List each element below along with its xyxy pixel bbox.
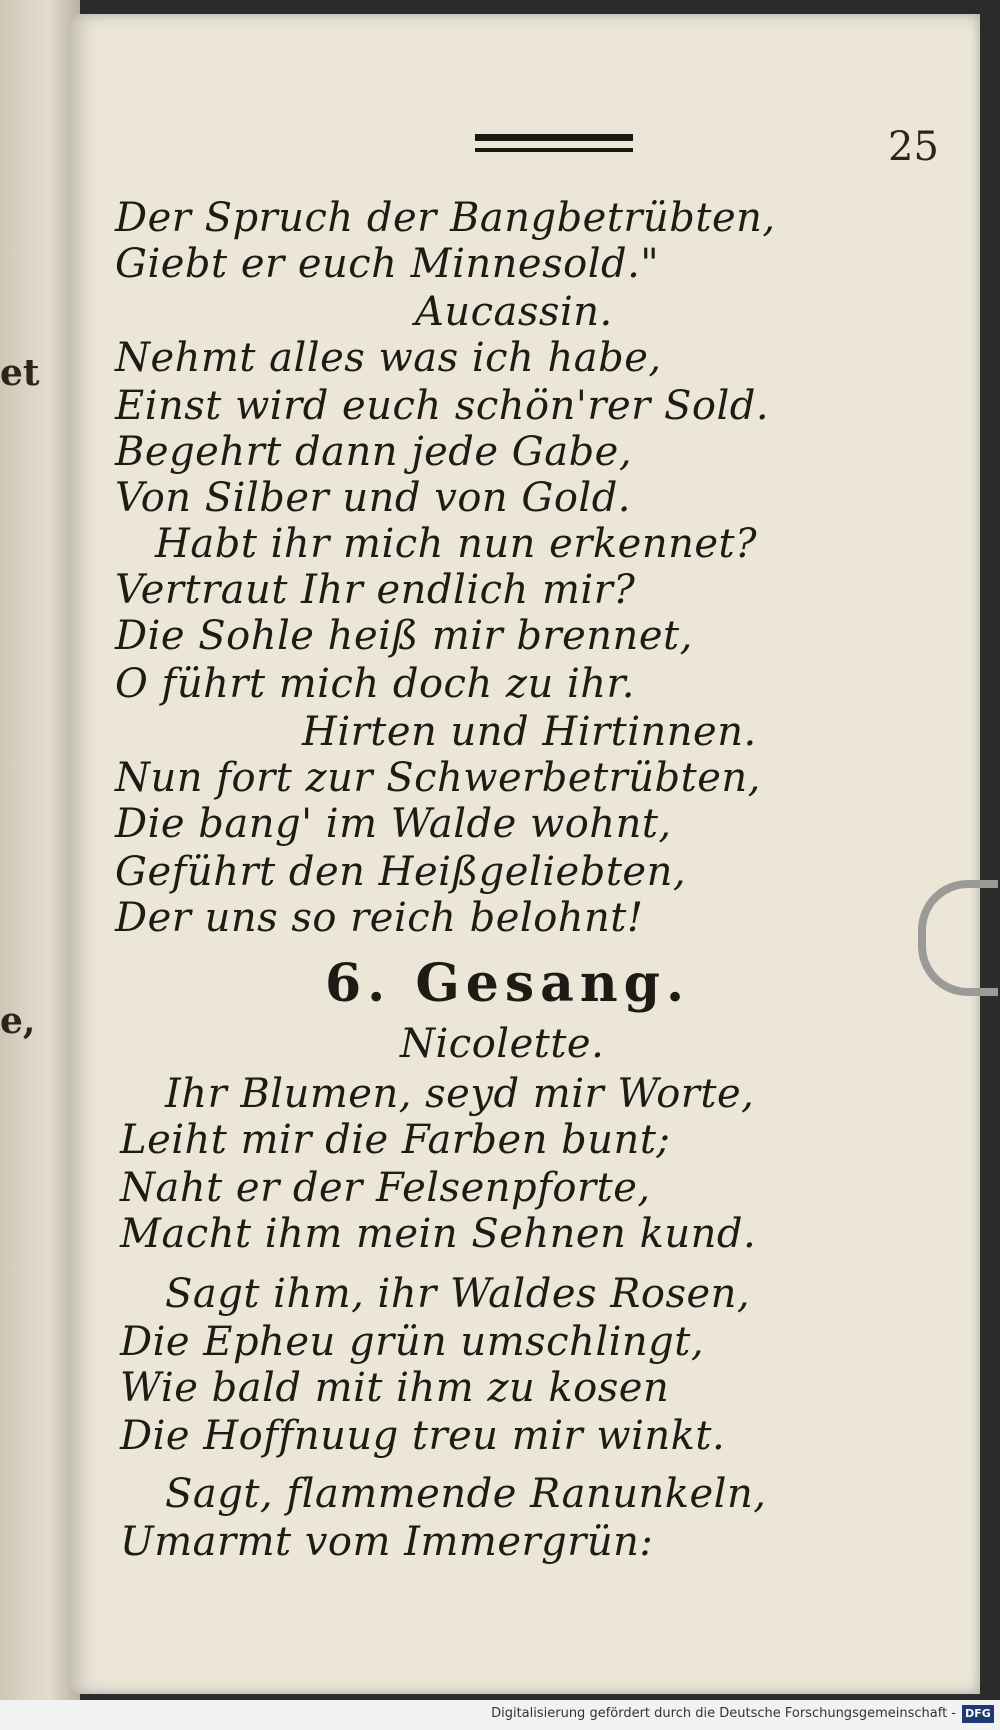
text-line: Die Epheu grün umschlingt,	[120, 1319, 705, 1365]
speaker-name: Aucassin.	[415, 289, 613, 335]
text-line: Begehrt dann jede Gabe,	[115, 429, 633, 475]
left-page-edge	[0, 0, 80, 1700]
text-line: Naht er der Felsenpforte,	[120, 1165, 651, 1211]
footer-bar	[0, 1700, 1000, 1730]
speaker-name: Nicolette.	[400, 1021, 605, 1067]
text-line: Nehmt alles was ich habe,	[115, 335, 662, 381]
text-line: O führt mich doch zu ihr.	[115, 661, 635, 707]
footer-credit: Digitalisierung gefördert durch die Deutsche Forschungsgemeinschaft -	[491, 1706, 956, 1721]
page-number: 25	[888, 124, 939, 170]
text-line: Die Sohle heiß mir brennet,	[115, 613, 693, 659]
text-line: Sagt ihm, ihr Waldes Rosen,	[165, 1271, 751, 1317]
speaker-name: Hirten und Hirtinnen.	[302, 709, 757, 755]
text-line: Die bang' im Walde wohnt,	[115, 801, 672, 847]
text-line: Der uns so reich belohnt!	[115, 895, 644, 941]
left-page-fragment: e,	[0, 1000, 36, 1042]
text-line: Macht ihm mein Sehnen kund.	[120, 1211, 757, 1257]
book-page	[70, 14, 980, 1694]
dfg-logo: DFG	[962, 1705, 994, 1723]
text-line: Von Silber und von Gold.	[115, 475, 632, 521]
text-line: Wie bald mit ihm zu kosen	[120, 1365, 670, 1411]
text-line: Der Spruch der Bangbetrübten,	[115, 195, 776, 241]
text-line: Sagt, flammende Ranunkeln,	[165, 1471, 767, 1517]
section-heading: 6. Gesang.	[325, 953, 691, 1014]
page-text	[70, 14, 980, 1694]
text-line: Einst wird euch schön'rer Sold.	[115, 383, 770, 429]
page-clip	[918, 880, 998, 996]
text-line: Nun fort zur Schwerbetrübten,	[115, 755, 761, 801]
text-line: Umarmt vom Immergrün:	[120, 1519, 654, 1565]
text-line: Habt ihr mich nun erkennet?	[155, 521, 758, 567]
left-page-fragment: et	[0, 352, 40, 394]
text-line: Giebt er euch Minnesold."	[115, 241, 660, 287]
text-line: Geführt den Heißgeliebten,	[115, 849, 687, 895]
text-line: Ihr Blumen, seyd mir Worte,	[165, 1071, 755, 1117]
text-line: Leiht mir die Farben bunt;	[120, 1117, 671, 1163]
text-line: Vertraut Ihr endlich mir?	[115, 567, 636, 613]
text-line: Die Hoffnuug treu mir winkt.	[120, 1413, 726, 1459]
